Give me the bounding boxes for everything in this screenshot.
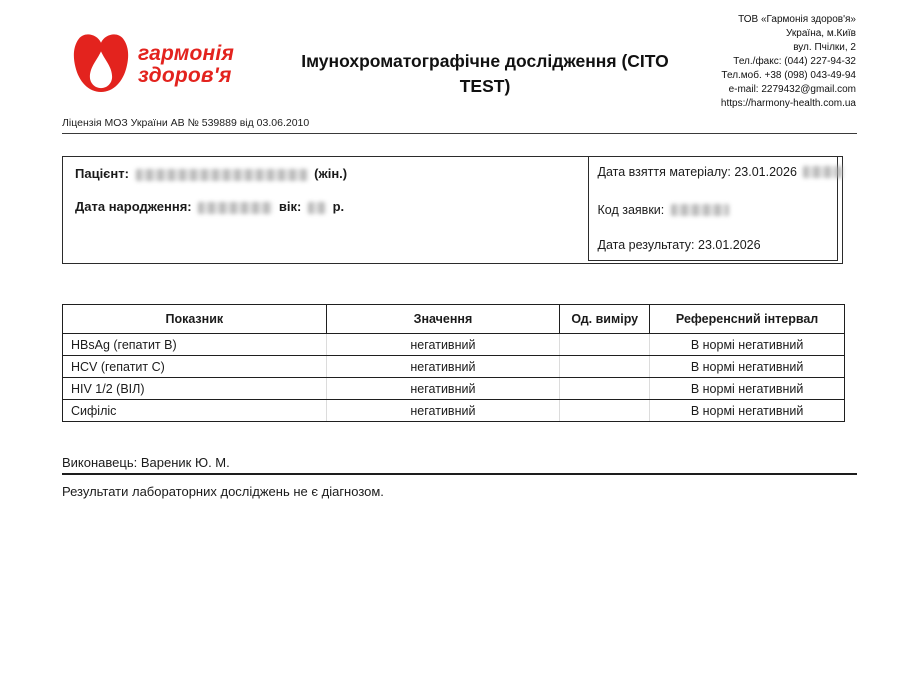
cell-reference: В нормі негативний [650, 378, 845, 400]
patient-birth-line [75, 199, 344, 214]
disclaimer-line: Результати лабораторних досліджень не є діагнозом. [62, 484, 384, 499]
logo-word-2: здоров'я [138, 64, 232, 87]
clinic-logo-wordmark [138, 43, 234, 87]
license-line: Ліцензія МОЗ України АВ № 539889 від 03.06.2010 [62, 117, 310, 129]
patient-gender: (жін.) [314, 166, 348, 181]
cell-indicator: HIV 1/2 (ВІЛ) [63, 378, 327, 400]
table-row [63, 400, 845, 422]
result-date-label: Дата результату: [597, 237, 695, 252]
material-date-line [598, 165, 847, 179]
results-table [62, 304, 845, 422]
cell-value: негативний [326, 378, 560, 400]
cell-unit [560, 400, 650, 422]
request-code-line [598, 203, 732, 217]
contact-phone-fax: Тел./факс: (044) 227-94-32 [733, 56, 856, 67]
header-unit: Од. виміру [560, 305, 650, 334]
document-title: Імунохроматографічне дослідження (CITO TEST) [301, 51, 669, 96]
patient-birth-label: Дата народження: [75, 199, 192, 214]
cell-reference: В нормі негативний [650, 356, 845, 378]
patient-info-box [62, 156, 843, 264]
clinic-contact-block [596, 13, 856, 111]
header-reference: Референсний інтервал [650, 305, 845, 334]
material-date-label: Дата взяття матеріалу: [597, 164, 731, 179]
cell-indicator: HBsAg (гепатит B) [63, 334, 327, 356]
patient-name-redacted [136, 169, 308, 181]
cell-value: негативний [326, 334, 560, 356]
patient-birth-redacted [198, 202, 272, 214]
cell-value: негативний [326, 356, 560, 378]
cell-unit [560, 378, 650, 400]
patient-name-label: Пацієнт: [75, 166, 129, 181]
contact-country-city: Україна, м.Київ [786, 28, 856, 39]
patient-name-line [75, 166, 347, 181]
table-header-row [63, 305, 845, 334]
cell-reference: В нормі негативний [650, 400, 845, 422]
cell-indicator: Сифіліс [63, 400, 327, 422]
contact-email: e-mail: 2279432@gmail.com [728, 84, 856, 95]
material-time-redacted [803, 166, 843, 178]
header-divider [62, 133, 857, 134]
header-indicator: Показник [63, 305, 327, 334]
contact-mobile: Тел.моб. +38 (098) 043-49-94 [721, 70, 856, 81]
contact-street: вул. Пчілки, 2 [793, 42, 856, 53]
order-info-box [588, 156, 838, 261]
cell-reference: В нормі негативний [650, 334, 845, 356]
footer-divider [62, 473, 857, 475]
table-row [63, 356, 845, 378]
clinic-logo-heart-icon [72, 31, 130, 95]
request-code-label: Код заявки: [597, 202, 665, 217]
cell-indicator: HCV (гепатит C) [63, 356, 327, 378]
patient-age-label: вік: [278, 199, 302, 214]
cell-value: негативний [326, 400, 560, 422]
material-date-value: 23.01.2026 [734, 164, 797, 179]
result-date-value: 23.01.2026 [698, 237, 761, 252]
executor-line: Виконавець: Вареник Ю. М. [62, 455, 230, 470]
request-code-redacted [671, 204, 729, 216]
logo-word-1: гармонія [138, 42, 235, 65]
contact-website: https://harmony-health.com.ua [720, 98, 856, 109]
contact-company: ТОВ «Гармонія здоров'я» [738, 14, 856, 25]
table-row [63, 334, 845, 356]
result-date-line [598, 238, 761, 252]
table-row [63, 378, 845, 400]
header-value: Значення [326, 305, 560, 334]
patient-age-redacted [308, 202, 326, 214]
cell-unit [560, 334, 650, 356]
patient-age-suffix: р. [332, 199, 345, 214]
cell-unit [560, 356, 650, 378]
